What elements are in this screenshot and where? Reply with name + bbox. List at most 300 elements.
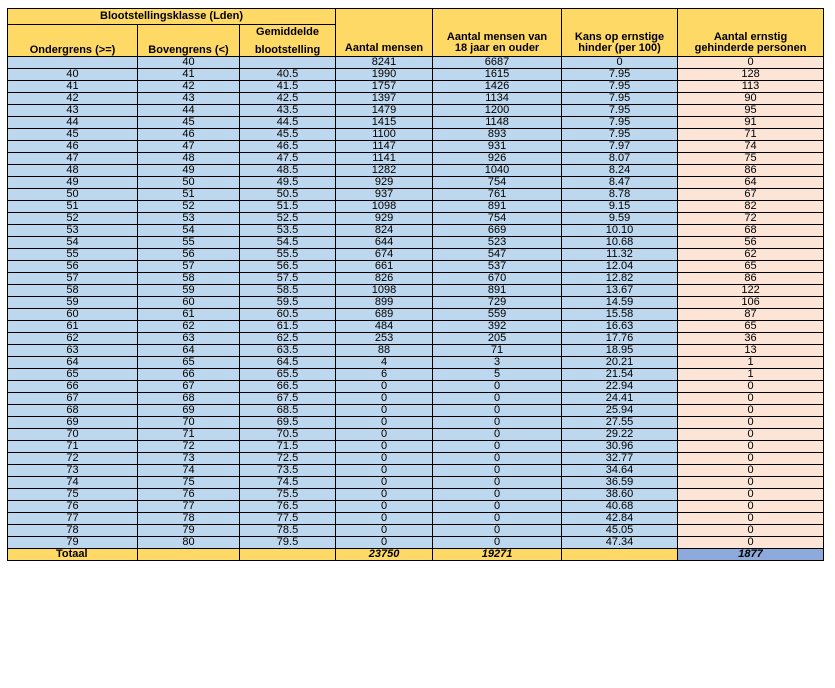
adults-cell: 0 [433, 417, 562, 429]
table-row [8, 357, 824, 369]
chance-cell: 8.24 [562, 165, 678, 177]
table-row [8, 129, 824, 141]
lower-bound-cell: 60 [8, 309, 138, 321]
upper-bound-cell: 57 [138, 261, 240, 273]
avg-exposure-cell: 59.5 [240, 297, 336, 309]
table-row [8, 417, 824, 429]
avg-exposure-cell: 76.5 [240, 501, 336, 513]
lower-bound-header: Ondergrens (>=) [8, 41, 138, 57]
adults-cell: 926 [433, 153, 562, 165]
adults-cell: 559 [433, 309, 562, 321]
lower-bound-cell: 54 [8, 237, 138, 249]
chance-cell: 42.84 [562, 513, 678, 525]
avg-exposure-cell: 77.5 [240, 513, 336, 525]
table-row [8, 261, 824, 273]
exposure-class-group-header: Blootstellingsklasse (Lden) [8, 9, 336, 25]
adults-cell: 523 [433, 237, 562, 249]
chance-header-line1: Kans op ernstige [574, 31, 665, 43]
table-row [8, 429, 824, 441]
chance-cell: 15.58 [562, 309, 678, 321]
upper-bound-cell: 60 [138, 297, 240, 309]
adults-cell: 547 [433, 249, 562, 261]
people-cell: 929 [336, 177, 433, 189]
lower-bound-cell: 40 [8, 69, 138, 81]
upper-bound-cell: 80 [138, 537, 240, 549]
table-row [8, 81, 824, 93]
lower-bound-cell: 78 [8, 525, 138, 537]
annoyed-cell: 36 [678, 333, 824, 345]
table-row [8, 489, 824, 501]
avg-header-line2: blootstelling [240, 41, 336, 57]
annoyed-cell: 0 [678, 501, 824, 513]
avg-exposure-cell: 47.5 [240, 153, 336, 165]
upper-bound-cell: 77 [138, 501, 240, 513]
avg-exposure-cell: 64.5 [240, 357, 336, 369]
chance-cell: 9.59 [562, 213, 678, 225]
table-row [8, 165, 824, 177]
lower-bound-cell: 57 [8, 273, 138, 285]
chance-cell: 11.32 [562, 249, 678, 261]
avg-exposure-cell: 50.5 [240, 189, 336, 201]
chance-cell: 7.97 [562, 141, 678, 153]
chance-cell: 8.47 [562, 177, 678, 189]
annoyed-cell: 86 [678, 165, 824, 177]
lower-bound-cell: 64 [8, 357, 138, 369]
avg-exposure-cell: 53.5 [240, 225, 336, 237]
people-cell: 0 [336, 441, 433, 453]
upper-bound-cell: 64 [138, 345, 240, 357]
avg-exposure-cell: 67.5 [240, 393, 336, 405]
adults-cell: 0 [433, 441, 562, 453]
total-empty-cell [138, 549, 240, 561]
people-cell: 1990 [336, 69, 433, 81]
annoyed-cell: 0 [678, 393, 824, 405]
lower-bound-cell: 43 [8, 105, 138, 117]
avg-header-line1: Gemiddelde [240, 25, 336, 41]
chance-cell: 14.59 [562, 297, 678, 309]
lower-bound-cell: 69 [8, 417, 138, 429]
avg-exposure-cell: 57.5 [240, 273, 336, 285]
annoyed-cell: 86 [678, 273, 824, 285]
people-cell: 929 [336, 213, 433, 225]
annoyed-cell: 1 [678, 357, 824, 369]
table-row [8, 477, 824, 489]
chance-cell: 7.95 [562, 129, 678, 141]
upper-bound-cell: 79 [138, 525, 240, 537]
avg-exposure-cell: 60.5 [240, 309, 336, 321]
adults-cell: 669 [433, 225, 562, 237]
avg-exposure-cell: 61.5 [240, 321, 336, 333]
table-row [8, 501, 824, 513]
adults-header [433, 9, 562, 57]
people-cell: 1415 [336, 117, 433, 129]
chance-cell: 24.41 [562, 393, 678, 405]
annoyed-cell: 122 [678, 285, 824, 297]
upper-bound-cell: 50 [138, 177, 240, 189]
people-cell: 1397 [336, 93, 433, 105]
table-row [8, 225, 824, 237]
adults-cell: 0 [433, 489, 562, 501]
avg-exposure-cell: 49.5 [240, 177, 336, 189]
annoyed-cell: 74 [678, 141, 824, 153]
adults-cell: 893 [433, 129, 562, 141]
avg-exposure-cell: 56.5 [240, 261, 336, 273]
annoyed-cell: 0 [678, 513, 824, 525]
upper-bound-header: Bovengrens (<) [138, 41, 240, 57]
annoyed-cell: 75 [678, 153, 824, 165]
table-row [8, 273, 824, 285]
table-body [8, 57, 824, 561]
annoyed-cell: 0 [678, 381, 824, 393]
upper-bound-cell: 52 [138, 201, 240, 213]
people-header: Aantal mensen [336, 9, 433, 57]
table-row [8, 93, 824, 105]
annoyed-header-line1: Aantal ernstig [713, 31, 788, 43]
annoyed-header [678, 9, 824, 57]
upper-bound-cell: 55 [138, 237, 240, 249]
people-cell: 0 [336, 525, 433, 537]
upper-bound-cell: 72 [138, 441, 240, 453]
lower-bound-cell: 62 [8, 333, 138, 345]
table-row [8, 345, 824, 357]
avg-exposure-cell: 41.5 [240, 81, 336, 93]
annoyed-cell: 0 [678, 465, 824, 477]
chance-cell: 27.55 [562, 417, 678, 429]
chance-header-line2: hinder (per 100) [578, 42, 661, 54]
upper-bound-cell: 75 [138, 477, 240, 489]
adults-cell: 0 [433, 501, 562, 513]
chance-cell: 0 [562, 57, 678, 69]
table-row [8, 237, 824, 249]
chance-cell: 8.07 [562, 153, 678, 165]
upper-bound-cell: 70 [138, 417, 240, 429]
upper-bound-cell: 49 [138, 165, 240, 177]
lower-bound-cell: 58 [8, 285, 138, 297]
annoyed-cell: 128 [678, 69, 824, 81]
annoyed-cell: 95 [678, 105, 824, 117]
chance-cell: 40.68 [562, 501, 678, 513]
people-cell: 4 [336, 357, 433, 369]
people-cell: 1479 [336, 105, 433, 117]
table-row [8, 381, 824, 393]
lower-bound-cell: 55 [8, 249, 138, 261]
upper-bound-cell: 43 [138, 93, 240, 105]
adults-cell: 931 [433, 141, 562, 153]
annoyed-cell: 67 [678, 189, 824, 201]
avg-exposure-cell: 73.5 [240, 465, 336, 477]
annoyed-cell: 68 [678, 225, 824, 237]
upper-bound-cell: 58 [138, 273, 240, 285]
avg-exposure-cell: 79.5 [240, 537, 336, 549]
chance-cell: 32.77 [562, 453, 678, 465]
avg-exposure-cell: 68.5 [240, 405, 336, 417]
upper-bound-cell: 48 [138, 153, 240, 165]
people-cell: 88 [336, 345, 433, 357]
adults-cell: 891 [433, 285, 562, 297]
upper-bound-cell: 71 [138, 429, 240, 441]
annoyed-cell: 0 [678, 405, 824, 417]
table-row [8, 393, 824, 405]
table-row [8, 105, 824, 117]
annoyed-cell: 0 [678, 417, 824, 429]
lower-bound-cell: 59 [8, 297, 138, 309]
table-row [8, 117, 824, 129]
chance-cell: 12.04 [562, 261, 678, 273]
total-row [8, 549, 824, 561]
annoyed-cell: 1 [678, 369, 824, 381]
table-row [8, 201, 824, 213]
annoyed-header-line2: gehinderde personen [694, 42, 807, 54]
people-cell: 0 [336, 417, 433, 429]
chance-cell: 17.76 [562, 333, 678, 345]
adults-cell: 1426 [433, 81, 562, 93]
chance-cell: 7.95 [562, 117, 678, 129]
lower-bound-cell: 45 [8, 129, 138, 141]
lower-bound-cell: 61 [8, 321, 138, 333]
total-empty-cell [240, 549, 336, 561]
lower-bound-cell: 49 [8, 177, 138, 189]
total-label: Totaal [8, 549, 138, 561]
lower-bound-cell: 65 [8, 369, 138, 381]
avg-exposure-cell: 45.5 [240, 129, 336, 141]
avg-exposure-cell: 63.5 [240, 345, 336, 357]
avg-exposure-cell: 62.5 [240, 333, 336, 345]
chance-cell: 8.78 [562, 189, 678, 201]
lower-bound-cell: 66 [8, 381, 138, 393]
annoyed-cell: 0 [678, 57, 824, 69]
table-row [8, 69, 824, 81]
avg-exposure-cell: 66.5 [240, 381, 336, 393]
chance-cell: 7.95 [562, 105, 678, 117]
adults-cell: 0 [433, 513, 562, 525]
table-row [8, 297, 824, 309]
chance-cell: 18.95 [562, 345, 678, 357]
lower-bound-cell: 47 [8, 153, 138, 165]
lower-bound-cell: 73 [8, 465, 138, 477]
lower-bound-cell: 46 [8, 141, 138, 153]
annoyed-cell: 0 [678, 525, 824, 537]
upper-bound-cell: 67 [138, 381, 240, 393]
adults-cell: 3 [433, 357, 562, 369]
people-cell: 0 [336, 477, 433, 489]
adults-cell: 1134 [433, 93, 562, 105]
adults-cell: 1615 [433, 69, 562, 81]
avg-exposure-cell [240, 57, 336, 69]
annoyed-cell: 106 [678, 297, 824, 309]
adults-cell: 6687 [433, 57, 562, 69]
table-row [8, 249, 824, 261]
table-row [8, 465, 824, 477]
upper-bound-cell: 65 [138, 357, 240, 369]
exposure-table [7, 8, 824, 561]
upper-bound-cell: 40 [138, 57, 240, 69]
upper-bound-cell: 42 [138, 81, 240, 93]
chance-cell: 21.54 [562, 369, 678, 381]
chance-cell: 16.63 [562, 321, 678, 333]
adults-cell: 0 [433, 477, 562, 489]
upper-bound-cell: 46 [138, 129, 240, 141]
adults-cell: 0 [433, 525, 562, 537]
adults-cell: 0 [433, 429, 562, 441]
avg-exposure-cell: 42.5 [240, 93, 336, 105]
chance-cell: 34.64 [562, 465, 678, 477]
lower-bound-cell: 52 [8, 213, 138, 225]
avg-exposure-cell: 78.5 [240, 525, 336, 537]
people-cell: 6 [336, 369, 433, 381]
annoyed-cell: 72 [678, 213, 824, 225]
chance-cell: 36.59 [562, 477, 678, 489]
people-cell: 661 [336, 261, 433, 273]
annoyed-cell: 0 [678, 441, 824, 453]
adults-cell: 5 [433, 369, 562, 381]
annoyed-cell: 0 [678, 537, 824, 549]
adults-cell: 1148 [433, 117, 562, 129]
upper-bound-cell: 68 [138, 393, 240, 405]
annoyed-cell: 56 [678, 237, 824, 249]
annoyed-cell: 65 [678, 321, 824, 333]
table-row [8, 405, 824, 417]
lower-bound-cell: 70 [8, 429, 138, 441]
chance-cell: 45.05 [562, 525, 678, 537]
lower-bound-cell: 51 [8, 201, 138, 213]
people-cell: 824 [336, 225, 433, 237]
adults-cell: 0 [433, 465, 562, 477]
adults-cell: 761 [433, 189, 562, 201]
upper-bound-cell: 47 [138, 141, 240, 153]
annoyed-cell: 0 [678, 477, 824, 489]
chance-cell: 30.96 [562, 441, 678, 453]
table-row [8, 441, 824, 453]
people-cell: 0 [336, 453, 433, 465]
table-row [8, 153, 824, 165]
upper-bound-cell: 66 [138, 369, 240, 381]
upper-bound-cell: 69 [138, 405, 240, 417]
avg-exposure-cell: 65.5 [240, 369, 336, 381]
avg-exposure-cell: 71.5 [240, 441, 336, 453]
people-cell: 0 [336, 501, 433, 513]
adults-cell: 754 [433, 177, 562, 189]
people-cell: 644 [336, 237, 433, 249]
people-cell: 0 [336, 405, 433, 417]
avg-exposure-cell: 74.5 [240, 477, 336, 489]
chance-header [562, 9, 678, 57]
lower-bound-cell [8, 57, 138, 69]
upper-bound-cell: 63 [138, 333, 240, 345]
upper-bound-cell: 62 [138, 321, 240, 333]
adults-cell: 0 [433, 405, 562, 417]
chance-cell: 20.21 [562, 357, 678, 369]
avg-exposure-cell: 46.5 [240, 141, 336, 153]
adults-cell: 1200 [433, 105, 562, 117]
table-row [8, 537, 824, 549]
people-cell: 1098 [336, 285, 433, 297]
chance-cell: 7.95 [562, 93, 678, 105]
avg-exposure-cell: 52.5 [240, 213, 336, 225]
people-cell: 0 [336, 429, 433, 441]
people-cell: 0 [336, 381, 433, 393]
lower-bound-cell: 41 [8, 81, 138, 93]
upper-bound-cell: 53 [138, 213, 240, 225]
adults-header-line1: Aantal mensen van [446, 31, 548, 43]
table-row [8, 309, 824, 321]
lower-bound-cell: 75 [8, 489, 138, 501]
chance-cell: 25.94 [562, 405, 678, 417]
chance-cell: 22.94 [562, 381, 678, 393]
upper-bound-cell: 74 [138, 465, 240, 477]
table-row [8, 141, 824, 153]
upper-bound-cell: 44 [138, 105, 240, 117]
people-cell: 1141 [336, 153, 433, 165]
annoyed-cell: 0 [678, 453, 824, 465]
table-row [8, 513, 824, 525]
people-cell: 1100 [336, 129, 433, 141]
annoyed-cell: 64 [678, 177, 824, 189]
upper-bound-cell: 54 [138, 225, 240, 237]
avg-exposure-cell: 40.5 [240, 69, 336, 81]
avg-exposure-cell: 54.5 [240, 237, 336, 249]
annoyed-cell: 91 [678, 117, 824, 129]
people-cell: 674 [336, 249, 433, 261]
annoyed-cell: 71 [678, 129, 824, 141]
annoyed-cell: 62 [678, 249, 824, 261]
annoyed-cell: 113 [678, 81, 824, 93]
adults-cell: 754 [433, 213, 562, 225]
chance-cell: 12.82 [562, 273, 678, 285]
table-row [8, 321, 824, 333]
upper-bound-cell: 56 [138, 249, 240, 261]
people-cell: 1098 [336, 201, 433, 213]
lower-bound-cell: 71 [8, 441, 138, 453]
people-cell: 0 [336, 537, 433, 549]
table-row [8, 453, 824, 465]
adults-header-line2: 18 jaar en ouder [454, 42, 540, 54]
chance-cell: 29.22 [562, 429, 678, 441]
lower-bound-cell: 77 [8, 513, 138, 525]
adults-cell: 1040 [433, 165, 562, 177]
lower-bound-cell: 50 [8, 189, 138, 201]
chance-cell: 47.34 [562, 537, 678, 549]
upper-bound-cell: 45 [138, 117, 240, 129]
chance-cell: 7.95 [562, 81, 678, 93]
people-cell: 0 [336, 465, 433, 477]
chance-cell: 38.60 [562, 489, 678, 501]
annoyed-cell: 0 [678, 489, 824, 501]
people-cell: 484 [336, 321, 433, 333]
table-row [8, 57, 824, 69]
annoyed-cell: 90 [678, 93, 824, 105]
chance-cell: 10.10 [562, 225, 678, 237]
table-row [8, 369, 824, 381]
chance-cell: 7.95 [562, 69, 678, 81]
lower-bound-cell: 42 [8, 93, 138, 105]
adults-cell: 205 [433, 333, 562, 345]
lower-bound-cell: 63 [8, 345, 138, 357]
people-cell: 8241 [336, 57, 433, 69]
total-empty-cell [562, 549, 678, 561]
people-cell: 253 [336, 333, 433, 345]
avg-exposure-cell: 75.5 [240, 489, 336, 501]
table-row [8, 525, 824, 537]
avg-exposure-cell: 69.5 [240, 417, 336, 429]
lower-bound-cell: 67 [8, 393, 138, 405]
lower-bound-cell: 72 [8, 453, 138, 465]
avg-exposure-cell: 44.5 [240, 117, 336, 129]
annoyed-cell: 0 [678, 429, 824, 441]
avg-exposure-cell: 55.5 [240, 249, 336, 261]
avg-exposure-cell: 43.5 [240, 105, 336, 117]
chance-cell: 13.67 [562, 285, 678, 297]
people-cell: 1147 [336, 141, 433, 153]
